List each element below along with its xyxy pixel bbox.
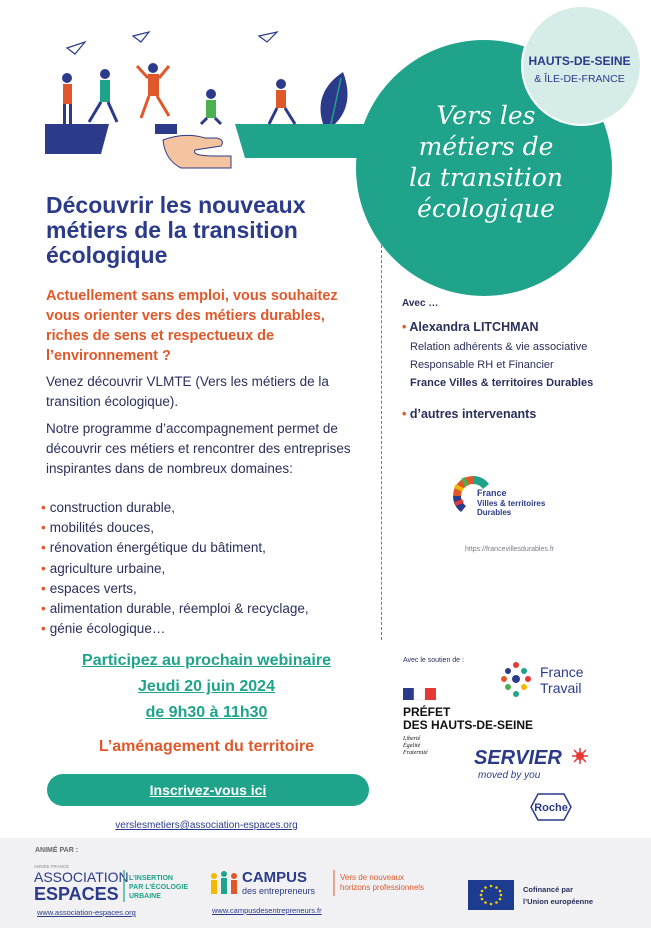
espaces-url[interactable]: www.association-espaces.org xyxy=(37,908,136,917)
intro-question: Actuellement sans emploi, vous souhaitez vous orienter vers des métiers durables, riches de sens et respectueux de l’environnement ? xyxy=(46,288,338,364)
espaces-tagline: URBAINE xyxy=(129,893,161,900)
bullet-icon: • xyxy=(402,320,410,334)
left-cliff xyxy=(45,124,109,154)
list-item xyxy=(41,579,371,599)
list-item-label: rénovation énergétique du bâtiment, xyxy=(49,540,266,556)
right-cliff xyxy=(235,124,365,158)
support-label: Avec le soutien de : xyxy=(403,657,464,664)
list-item xyxy=(41,619,371,639)
program-title xyxy=(376,100,596,224)
page-title: Découvrir les nouveaux métiers de la transition écologique xyxy=(46,192,306,268)
register-button[interactable]: Inscrivez-vous ici xyxy=(47,774,369,806)
campus-logo-text: CAMPUS xyxy=(242,869,308,886)
bullet-icon: • xyxy=(41,560,46,576)
espaces-small-text: ANNÉE FRANCE xyxy=(34,864,70,869)
espaces-tagline: PAR L’ÉCOLOGIE xyxy=(129,884,188,891)
marianne-flag-icon xyxy=(403,688,436,700)
domain-list xyxy=(41,498,371,639)
bullet-icon: • xyxy=(41,580,46,596)
list-item-label: construction durable, xyxy=(49,500,176,515)
webinar-topic: L’aménagement du territoire xyxy=(98,738,315,755)
list-item xyxy=(41,518,371,538)
campus-tagline: horizons professionnels xyxy=(340,883,425,892)
contact-email-link[interactable]: verslesmetiers@association-espaces.org xyxy=(115,820,298,831)
program-title-line: écologique xyxy=(417,194,555,223)
list-item xyxy=(41,559,371,579)
france-travail-text: France xyxy=(540,664,584,680)
roche-text: Roche xyxy=(534,802,568,814)
servier-star-icon xyxy=(572,748,588,764)
other-speakers xyxy=(402,407,536,421)
servier-text: SERVIER xyxy=(474,747,562,769)
list-item-label: génie écologique… xyxy=(49,621,166,637)
webinar-heading: Participez au prochain webinaire xyxy=(82,652,331,669)
fvtd-logo-text: Durables xyxy=(477,508,512,517)
speaker-role: Responsable RH et Financier xyxy=(410,359,554,371)
bullet-icon: • xyxy=(41,500,46,515)
espaces-logo-text: ESPACES xyxy=(34,884,119,904)
webinar-date: Jeudi 20 juin 2024 xyxy=(138,678,275,695)
servier-logo xyxy=(472,742,592,784)
france-travail-text: Travail xyxy=(540,680,582,696)
paper-plane-icon xyxy=(133,32,149,42)
person-icon xyxy=(269,79,295,124)
list-item-label: agriculture urbaine, xyxy=(49,560,166,576)
region-subtitle: & ÎLE-DE-FRANCE xyxy=(534,73,625,85)
servier-tagline: moved by you xyxy=(478,770,541,781)
speaker-organization: France Villes & territoires Durables xyxy=(410,377,594,389)
eu-cofinance-text: Cofinancé par xyxy=(523,885,574,894)
prefet-motto: Liberté xyxy=(403,736,421,742)
list-item-label: mobilités douces, xyxy=(49,520,155,536)
list-item-label: alimentation durable, réemploi & recyclage, xyxy=(49,601,309,617)
campus-url[interactable]: www.campusdesentrepreneurs.fr xyxy=(212,906,322,915)
espaces-tagline: L’INSERTION xyxy=(129,875,173,882)
prefet-motto: Fraternité xyxy=(403,750,428,756)
person-icon xyxy=(62,73,72,124)
bullet-icon: • xyxy=(41,621,46,637)
paper-plane-icon xyxy=(67,42,85,54)
prefet-motto: Égalité xyxy=(403,743,421,749)
prefet-text: DES HAUTS-DE-SEINE xyxy=(403,718,534,732)
fvtd-logo-text: France xyxy=(477,488,507,498)
column-divider xyxy=(381,240,382,640)
campus-tagline: Vers de nouveaux xyxy=(340,873,405,882)
anime-par-label: ANIMÉ PAR : xyxy=(35,847,79,854)
fvtd-url[interactable]: https://francevillesdurables.fr xyxy=(465,546,555,553)
leaf-icon xyxy=(321,72,348,124)
list-item xyxy=(41,538,371,558)
person-icon xyxy=(201,89,221,124)
campus-logo-text: des entrepreneurs xyxy=(242,886,316,896)
fvtd-logo-text: Villes & territoires xyxy=(477,499,546,508)
person-icon xyxy=(137,63,169,118)
bullet-icon: • xyxy=(402,407,410,421)
region-title: HAUTS-DE-SEINE xyxy=(528,54,631,68)
bullet-icon: • xyxy=(41,520,46,536)
intro-paragraph: Venez découvrir VLMTE (Vers les métiers de la transition écologique). xyxy=(46,374,329,409)
middle-block xyxy=(155,124,177,134)
bullet-icon: • xyxy=(41,540,46,556)
eu-flag-icon xyxy=(468,880,514,910)
helping-hand-icon xyxy=(163,135,231,168)
program-paragraph: Notre programme d’accompagnement permet de découvrir ces métiers et rencontrer des entreprises inspirantes dans de nombreux domaines: xyxy=(46,421,351,476)
prefet-text: PRÉFET xyxy=(403,705,451,719)
list-item xyxy=(41,498,371,518)
campus-people-icon xyxy=(211,871,237,894)
avec-label: Avec … xyxy=(402,298,439,309)
program-title-line: la transition xyxy=(409,163,563,192)
france-villes-durables-logo xyxy=(449,468,559,520)
header-illustration xyxy=(45,28,365,170)
speaker-name-text: Alexandra LITCHMAN xyxy=(409,320,539,334)
espaces-logo-text: ASSOCIATION xyxy=(34,869,129,885)
campus-entrepreneurs-logo xyxy=(208,864,453,906)
program-title-line: métiers de xyxy=(418,132,554,161)
speaker-name xyxy=(402,320,539,334)
bullet-icon: • xyxy=(41,601,46,617)
webinar-time: de 9h30 à 11h30 xyxy=(145,704,268,721)
person-icon xyxy=(89,69,117,122)
speaker-role: Relation adhérents & vie associative xyxy=(410,341,588,353)
program-title-line: Vers les xyxy=(436,101,536,130)
list-item-label: espaces verts, xyxy=(49,580,137,596)
roche-logo xyxy=(530,792,572,822)
other-speakers-text: d’autres intervenants xyxy=(409,407,537,421)
list-item xyxy=(41,599,371,619)
paper-plane-icon xyxy=(259,32,277,42)
eu-cofinance-text: l’Union européenne xyxy=(523,897,594,906)
association-espaces-logo xyxy=(30,860,205,908)
